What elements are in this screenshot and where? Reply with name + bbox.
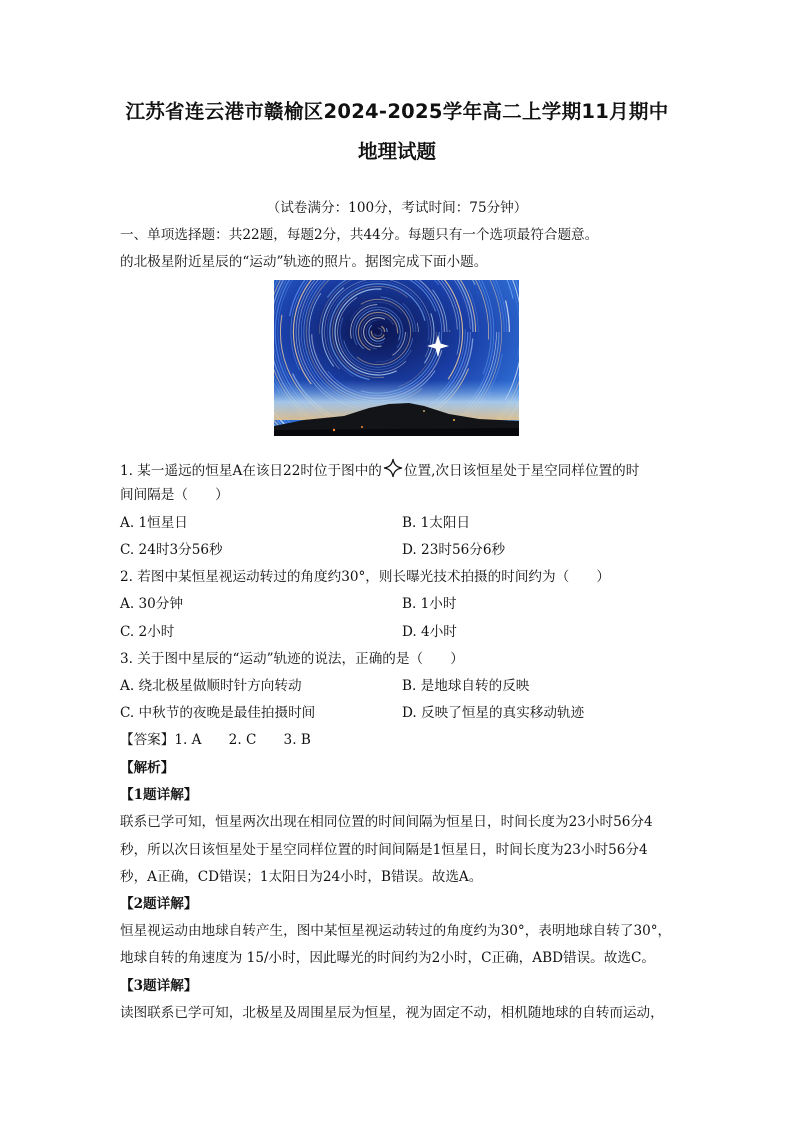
detail-1-line-2: 秒，所以次日该恒星处于星空同样位置的时间间隔是1恒星日，时间长度为23小时56分4: [120, 842, 648, 858]
question-1: [120, 458, 639, 481]
intro-text: 的北极星附近星辰的“运动”轨迹的照片。据图完成下面小题。: [120, 254, 488, 270]
q2-option-d: D. 4小时: [402, 624, 457, 640]
exam-info: （试卷满分：100分，考试时间：75分钟）: [266, 200, 528, 216]
q3-option-d: D. 反映了恒星的真实移动轨迹: [402, 705, 585, 721]
detail-1-heading: 【1题详解】: [120, 787, 198, 803]
question-1-text-before: 1. 某一遥远的恒星A在该日22时位于图中的: [120, 463, 382, 479]
q1-option-a: A. 1恒星日: [120, 515, 188, 531]
q2-option-b: B. 1小时: [402, 596, 457, 612]
detail-3-heading: 【3题详解】: [120, 978, 198, 994]
question-3: 3. 关于图中星辰的“运动”轨迹的说法，正确的是（ ）: [120, 651, 464, 667]
document-title-line2: 地理试题: [357, 140, 436, 163]
document-title-line1: 江苏省连云港市赣榆区2024-2025学年高二上学期11月期中: [125, 100, 669, 123]
question-1-text-after: 位置,次日该恒星处于星空同样位置的时: [403, 463, 640, 479]
detail-1-line-1: 联系已学可知，恒星两次出现在相同位置的时间间隔为恒星日，时间长度为23小时56分4: [120, 814, 653, 830]
four-point-star-icon: [383, 458, 403, 478]
question-2: 2. 若图中某恒星视运动转过的角度约30°，则长曝光技术拍摄的时间约为（ ）: [120, 569, 610, 585]
q2-option-c: C. 2小时: [120, 624, 175, 640]
answer-line: 【答案】1. A 2. C 3. B: [120, 732, 311, 748]
q1-option-c: C. 24时3分56秒: [120, 542, 223, 558]
detail-3-line-1: 读图联系已学可知，北极星及周围星辰为恒星，视为固定不动，相机随地球的自转而运动，: [120, 1005, 664, 1021]
q3-option-b: B. 是地球自转的反映: [402, 678, 530, 694]
q1-option-b: B. 1太阳日: [402, 515, 471, 531]
analysis-heading: 【解析】: [120, 760, 175, 776]
detail-2-heading: 【2题详解】: [120, 896, 198, 912]
detail-2-line-2: 地球自转的角速度为 15/小时，因此曝光的时间约为2小时，C正确，ABD错误。故选C。: [120, 950, 655, 966]
question-1-continued: 间间隔是（ ）: [120, 487, 229, 503]
q3-option-a: A. 绕北极星做顺时针方向转动: [120, 678, 302, 694]
star-trail-photo: [274, 280, 519, 436]
detail-1-line-3: 秒，A正确，CD错误；1太阳日为24小时，B错误。故选A。: [120, 869, 483, 885]
detail-2-line-1: 恒星视运动由地球自转产生，图中某恒星视运动转过的角度约为30°，表明地球自转了30°，: [120, 923, 672, 939]
q2-option-a: A. 30分钟: [120, 596, 183, 612]
section-heading: 一、单项选择题：共22题，每题2分，共44分。每题只有一个选项最符合题意。: [120, 227, 599, 243]
q3-option-c: C. 中秋节的夜晚是最佳拍摄时间: [120, 705, 316, 721]
q1-option-d: D. 23时56分6秒: [402, 542, 506, 558]
